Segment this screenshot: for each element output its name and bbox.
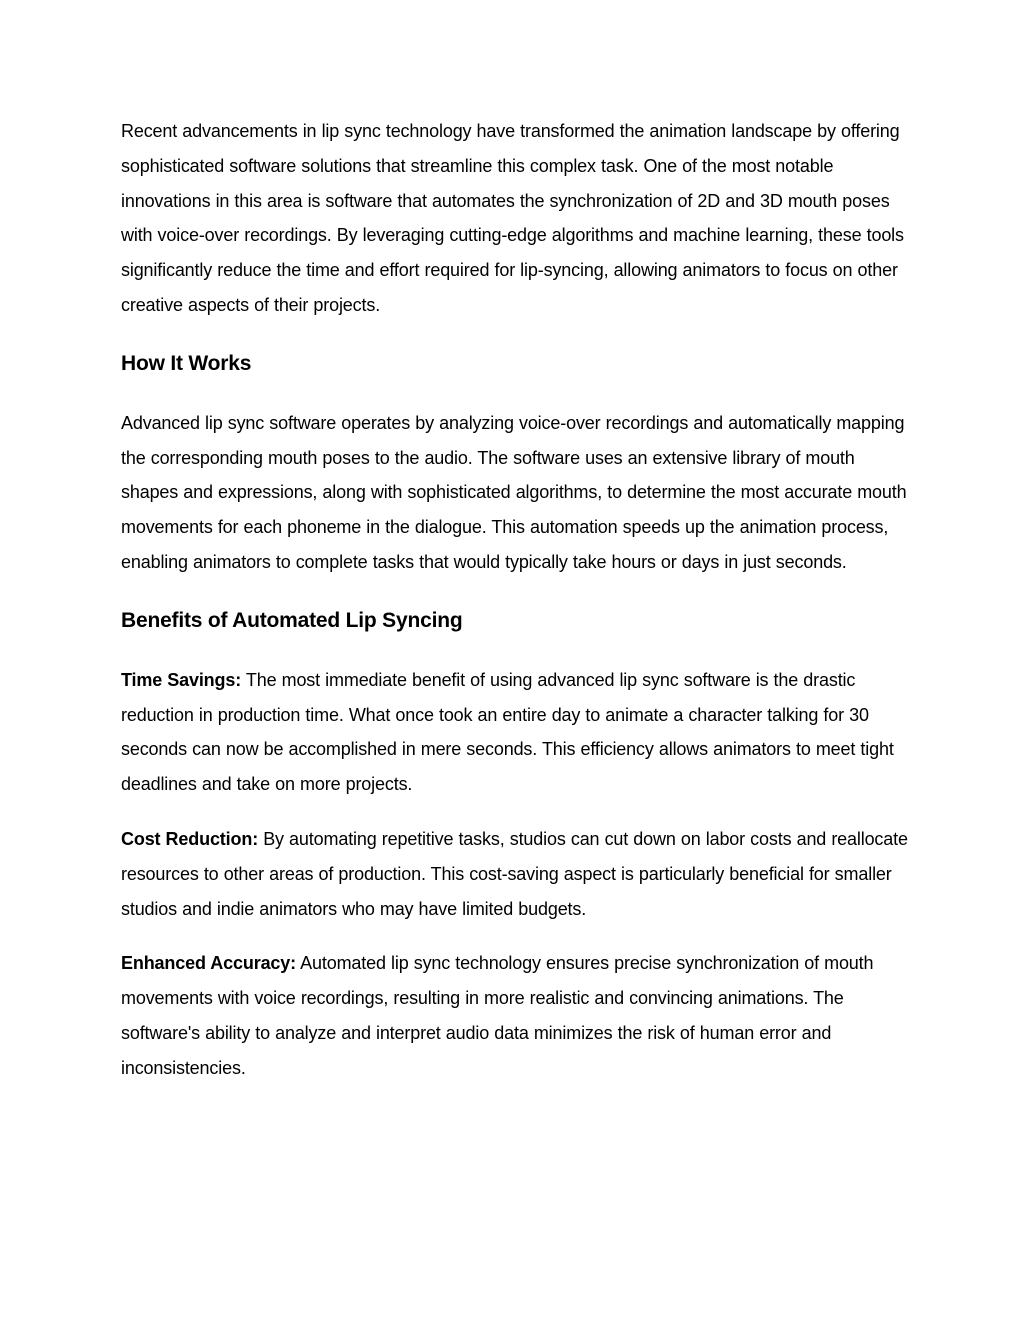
benefit-text: By automating repetitive tasks, studios can cut down on labor costs and reallocate resources to other areas of production. This cost-saving aspect is particularly beneficial for smaller studios and indie animators who may have limited budgets. (121, 828, 908, 919)
benefit-text: The most immediate benefit of using advanced lip sync software is the drastic reduction in production time. What once took an entire day to animate a character talking for 30 seconds can now be accomplished in mere seconds. This efficiency allows animators to meet tight deadlines and take on more projects. (121, 669, 894, 795)
benefit-label: Cost Reduction: (121, 828, 259, 849)
benefit-time-savings (121, 663, 911, 802)
benefit-label: Time Savings: (121, 669, 242, 690)
intro-paragraph: Recent advancements in lip sync technology have transformed the animation landscape by offering sophisticated software solutions that streamline this complex task. One of the most notable innovations in this area is software that automates the synchronization of 2D and 3D mouth poses with voice-over recordings. By leveraging cutting-edge algorithms and machine learning, these tools significantly reduce the time and effort required for lip-syncing, allowing animators to focus on other creative aspects of their projects. (121, 121, 904, 315)
benefit-label: Enhanced Accuracy: (121, 953, 296, 974)
benefit-text: Automated lip sync technology ensures precise synchronization of mouth movements with voice recordings, resulting in more realistic and convincing animations. The software's ability to analyze and interpret audio data minimizes the risk of human error and inconsistencies. (121, 953, 874, 1078)
section-heading-benefits: Benefits of Automated Lip Syncing (121, 608, 463, 632)
section-heading-how-it-works: How It Works (121, 351, 252, 375)
how-it-works-paragraph: Advanced lip sync software operates by analyzing voice-over recordings and automatically mapping the corresponding mouth poses to the audio. The software uses an extensive library of mouth shapes and expressions, along with sophisticated algorithms, to determine the most accurate mouth movements for each phoneme in the dialogue. This automation speeds up the animation process, enabling animators to complete tasks that would typically take hours or days in just seconds. (121, 412, 907, 572)
benefit-enhanced-accuracy (121, 946, 911, 1085)
document-page (121, 114, 911, 1106)
benefit-cost-reduction (121, 822, 911, 926)
